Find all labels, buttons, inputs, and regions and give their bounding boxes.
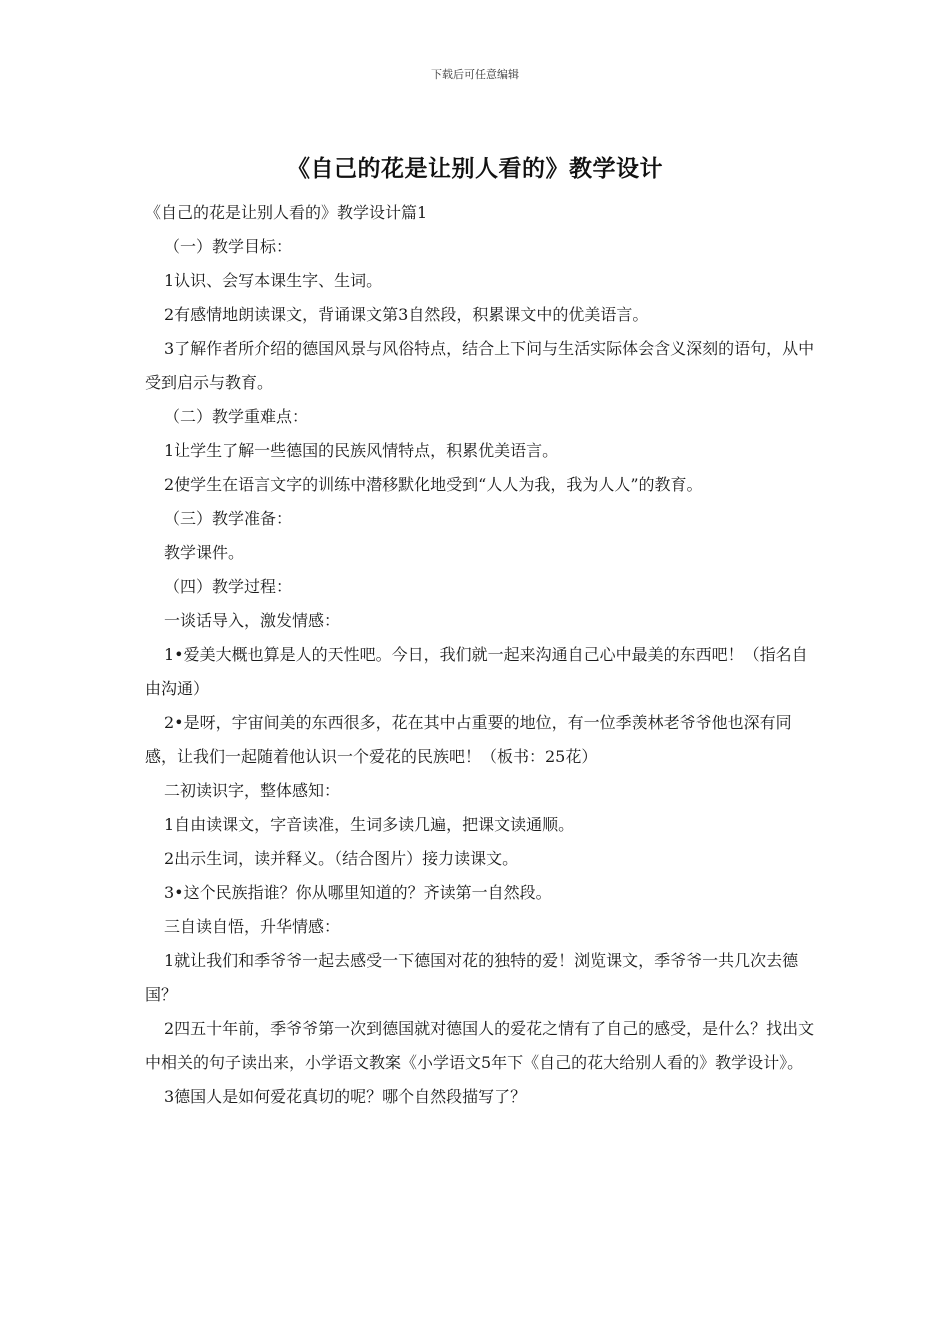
paragraph: 教学课件。 (164, 543, 245, 562)
paragraph: 1就让我们和季爷爷一起去感受一下德国对花的独特的爱！浏览课文，季爷爷一共几次去德国？ (145, 951, 799, 1004)
paragraph: 2出示生词，读并释义。（结合图片）接力读课文。 (164, 849, 519, 868)
paragraph: 3•这个民族指谁？你从哪里知道的？齐读第一自然段。 (164, 883, 552, 902)
paragraph-preparation-heading: （三）教学准备： (164, 509, 293, 528)
document-title: 《自己的花是让别人看的》教学设计 (287, 156, 663, 182)
paragraph-keypoints-heading: （二）教学重难点： (164, 407, 309, 426)
paragraph: 2•是呀，宇宙间美的东西很多，花在其中占重要的地位，有一位季羡林老爷爷他也深有同感，让我们一起随着他认识一个爱花的民族吧！（板书：25花） (145, 713, 792, 766)
paragraph: 3了解作者所介绍的德国风景与风俗特点，结合上下问与生活实际体会含义深刻的语句，从中受到启示与教育。 (145, 339, 815, 392)
paragraph: 1自由读课文，字音读准，生词多读几遍，把课文读通顺。 (164, 815, 575, 834)
paragraph-step-heading: 三自读自悟，升华情感： (164, 917, 341, 936)
paragraph-section-heading: 《自己的花是让别人看的》教学设计篇1 (145, 203, 428, 222)
page-header-note: 下载后可任意编辑 (431, 68, 519, 81)
paragraph: 1认识、会写本课生字、生词。 (164, 271, 383, 290)
document-body (145, 196, 815, 1114)
paragraph: 3德国人是如何爱花真切的呢？哪个自然段描写了？ (164, 1087, 527, 1106)
paragraph-step-heading: 一谈话导入，激发情感： (164, 611, 341, 630)
paragraph: 2使学生在语言文字的训练中潜移默化地受到“人人为我，我为人人”的教育。 (164, 475, 703, 494)
paragraph-step-heading: 二初读识字，整体感知： (164, 781, 341, 800)
paragraph-objectives-heading: （一）教学目标： (164, 237, 293, 256)
paragraph: 2四五十年前，季爷爷第一次到德国就对德国人的爱花之情有了自己的感受，是什么？找出文中相关的句子读出来，小学语文教案《小学语文5年下《自己的花大给别人看的》教学设计》。 (145, 1019, 815, 1072)
paragraph: 1让学生了解一些德国的民族风情特点，积累优美语言。 (164, 441, 559, 460)
paragraph-process-heading: （四）教学过程： (164, 577, 293, 596)
paragraph: 2有感情地朗读课文，背诵课文第3自然段，积累课文中的优美语言。 (164, 305, 649, 324)
paragraph: 1•爱美大概也算是人的天性吧。今日，我们就一起来沟通自己心中最美的东西吧！（指名自由沟通） (145, 645, 808, 698)
